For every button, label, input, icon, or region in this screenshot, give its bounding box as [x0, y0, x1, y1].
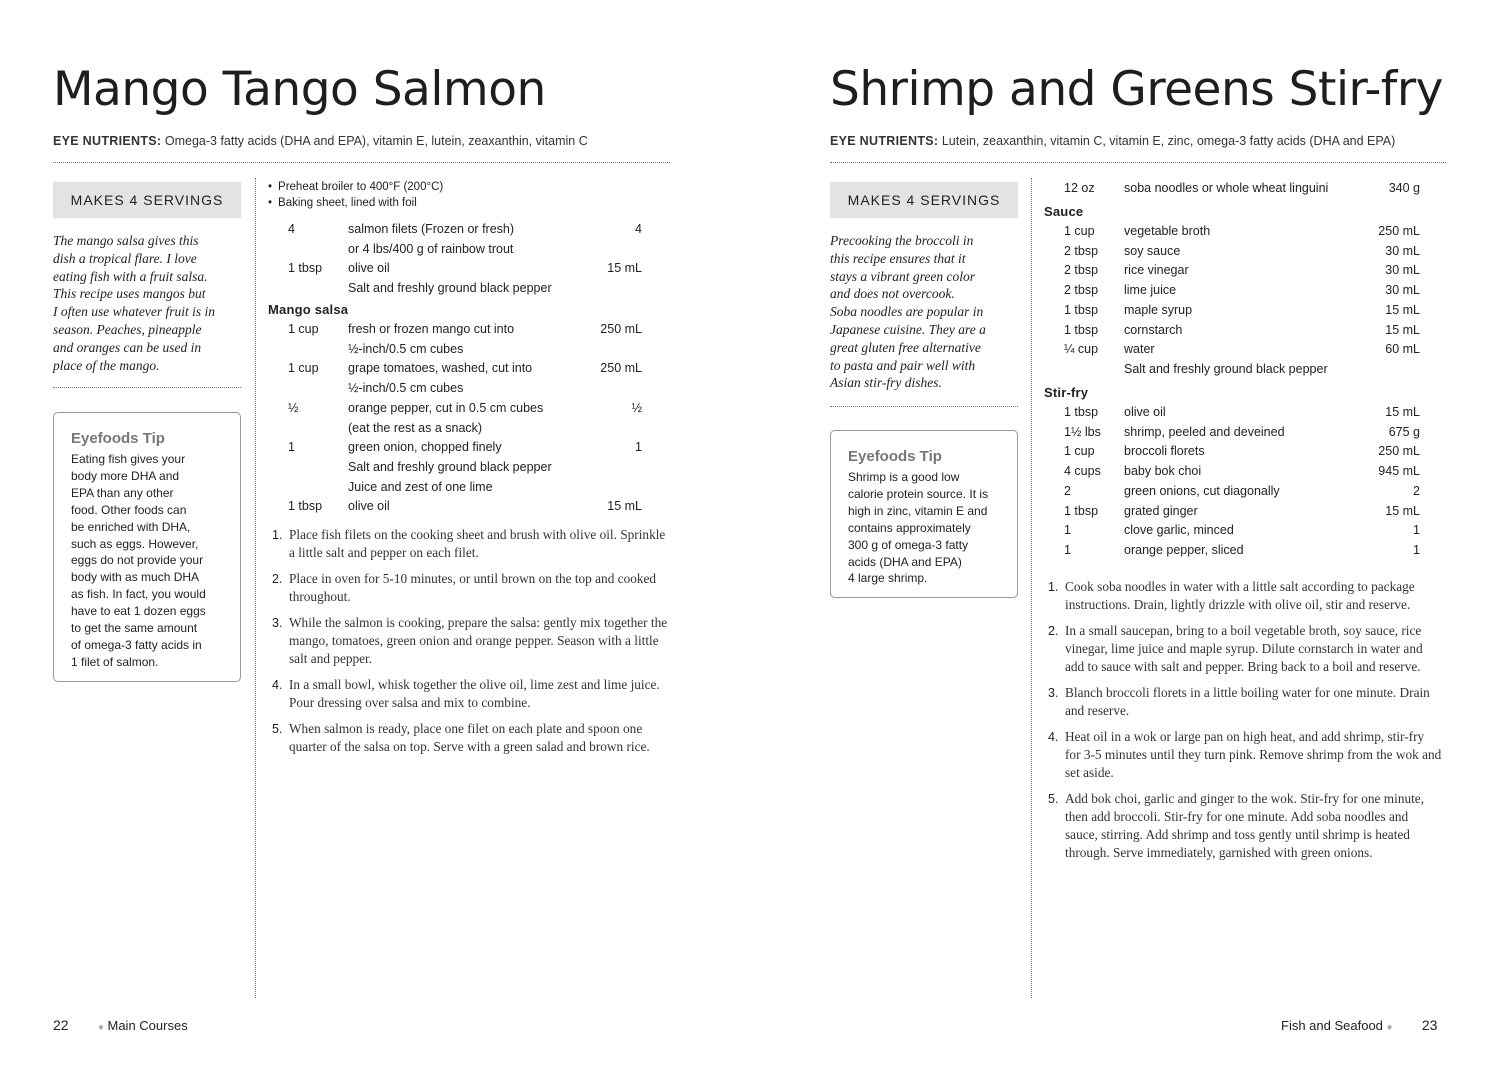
ingredient-metric: ½: [631, 400, 642, 415]
ingredient-metric: 15 mL: [607, 499, 642, 514]
text-line: Soba noodles are popular in: [830, 304, 984, 320]
ingredient-name: olive oil: [348, 499, 390, 514]
text-line: great gluten free alternative: [830, 339, 981, 355]
text-line: calorie protein source. It is: [848, 486, 989, 501]
step-number: 5.: [1048, 792, 1059, 806]
ingredient-name: ½-inch/0.5 cm cubes: [348, 341, 464, 356]
text-line: dish a tropical flare. I love: [53, 250, 197, 266]
text-line: such as eggs. However,: [71, 536, 199, 551]
ingredient-name: broccoli florets: [1124, 444, 1205, 459]
ingredient-quantity: 2 tbsp: [1064, 283, 1099, 298]
recipe-title: Shrimp and Greens Stir-fry: [830, 62, 1443, 117]
ingredient-quantity: 1 tbsp: [1064, 322, 1099, 337]
step-text: Place fish filets on the cooking sheet and brush with olive oil. Sprinkle a little salt and pepper on each filet.: [289, 527, 666, 560]
tip-body: [848, 469, 988, 587]
step-text: Cook soba noodles in water with a little salt according to package instructions. Drain, lightly drizzle with olive oil, stir and reserve.: [1065, 579, 1415, 612]
step-text: While the salmon is cooking, prepare the salsa: gently mix together the mango, tomatoes, green onion and orange pepper. Season with a little salt and pepper.: [289, 615, 668, 666]
method-step: [1048, 728, 1442, 782]
ingredient-metric: 250 mL: [1378, 444, 1420, 459]
eye-nutrients-list: Lutein, zeaxanthin, vitamin C, vitamin E, zinc, omega-3 fatty acids (DHA and EPA): [941, 134, 1396, 148]
eye-nutrients-label: EYE NUTRIENTS:: [830, 134, 939, 148]
tip-box: [830, 430, 1018, 598]
right-page: [750, 0, 1500, 1071]
ingredient-name: ½-inch/0.5 cm cubes: [348, 381, 464, 396]
section-heading-mango-salsa: Mango salsa: [268, 302, 349, 317]
ingredient-metric: 250 mL: [600, 322, 642, 336]
ingredient-metric: 30 mL: [1385, 283, 1420, 298]
ingredient-metric: 1: [1413, 523, 1420, 538]
text-line: high in zinc, vitamin E and: [848, 503, 988, 518]
text-line: and oranges can be used in: [53, 339, 202, 355]
step-number: 3.: [272, 616, 283, 630]
ingredient-metric: 15 mL: [607, 261, 642, 276]
text-line: I often use whatever fruit is in: [53, 304, 215, 320]
method-step: [1048, 622, 1442, 676]
divider: [53, 387, 241, 388]
ingredient-name: vegetable broth: [1124, 224, 1211, 238]
step-text: Heat oil in a wok or large pan on high heat, and add shrimp, stir-fry for 3-5 minutes until they turn pink. Remove shrimp from the wok and set aside.: [1065, 729, 1442, 780]
text-line: Precooking the broccoli in: [830, 233, 974, 248]
method-step: [272, 676, 670, 712]
section-heading-stir-fry: Stir-fry: [1044, 385, 1089, 400]
ingredient-quantity: 1: [1064, 542, 1071, 557]
text-line: food. Other foods can: [71, 502, 187, 517]
section-heading-sauce: Sauce: [1044, 204, 1084, 219]
method-step: [1048, 684, 1442, 720]
divider: [830, 162, 1446, 163]
ingredient-name: soy sauce: [1124, 243, 1181, 258]
page-number: 22: [53, 1017, 69, 1033]
text-line: eggs do not provide your: [71, 553, 204, 568]
text-line: as fish. In fact, you would: [71, 587, 206, 602]
ingredient-name: fresh or frozen mango cut into: [348, 322, 515, 336]
tip-body: [71, 451, 206, 671]
ingredient-name: or 4 lbs/400 g of rainbow trout: [348, 241, 514, 256]
text-line: to pasta and pair well with: [830, 357, 976, 373]
text-line: 4 large shrimp.: [848, 571, 928, 586]
method-step: [272, 720, 670, 756]
step-text: Blanch broccoli florets in a little boiling water for one minute. Drain and reserve.: [1065, 685, 1430, 718]
column-divider: [1031, 178, 1032, 998]
text-line: place of the mango.: [53, 357, 160, 373]
prep-item: • Baking sheet, lined with foil: [268, 196, 443, 212]
eye-nutrients-label: EYE NUTRIENTS:: [53, 134, 162, 148]
step-number: 5.: [272, 722, 283, 736]
bullet-icon: ●: [1386, 1022, 1393, 1033]
text-line: be enriched with DHA,: [71, 519, 191, 534]
step-number: 2.: [272, 572, 283, 586]
recipe-title: Mango Tango Salmon: [53, 62, 546, 117]
eye-nutrients: [53, 134, 588, 148]
ingredient-name: grape tomatoes, washed, cut into: [348, 361, 533, 376]
text-line: The mango salsa gives this: [53, 233, 199, 248]
ingredient-quantity: 1½ lbs: [1064, 424, 1101, 439]
text-line: and does not overcook.: [830, 286, 955, 302]
text-line: 1 filet of salmon.: [71, 654, 159, 669]
ingredient-metric: 945 mL: [1378, 464, 1420, 479]
ingredient-name: olive oil: [348, 261, 390, 276]
ingredient-quantity: 1 cup: [288, 322, 319, 336]
ingredient-name: Juice and zest of one lime: [348, 479, 493, 494]
method-step: [272, 526, 670, 562]
eye-nutrients: [830, 134, 1395, 148]
ingredient-name: soba noodles or whole wheat linguini: [1124, 181, 1329, 195]
text-line: Japanese cuisine. They are a: [830, 321, 986, 337]
ingredient-metric: 15 mL: [1385, 405, 1420, 419]
ingredient-quantity: 1 tbsp: [1064, 302, 1099, 317]
ingredient-metric: 15 mL: [1385, 503, 1420, 518]
text-line: contains approximately: [848, 520, 971, 535]
ingredient-quantity: 1: [288, 440, 295, 455]
step-text: In a small saucepan, bring to a boil vegetable broth, soy sauce, rice vinegar, lime juice and maple syrup. Dilute cornstarch in water and add to sauce with salt and pepper. Bring back to a boil and reserve.: [1065, 623, 1423, 674]
step-number: 1.: [272, 528, 283, 542]
text-line: have to eat 1 dozen eggs: [71, 604, 206, 619]
method-step: [1048, 790, 1442, 862]
ingredient-name: (eat the rest as a snack): [348, 420, 483, 435]
method-step: [272, 614, 670, 668]
ingredient-metric: 30 mL: [1385, 263, 1420, 278]
ingredient-metric: 4: [635, 222, 642, 236]
prep-item: • Preheat broiler to 400°F (200°C): [268, 180, 443, 196]
ingredient-metric: 60 mL: [1385, 342, 1420, 357]
page-footer: [1281, 1017, 1437, 1033]
text-line: acids (DHA and EPA): [848, 554, 962, 569]
step-number: 1.: [1048, 580, 1059, 594]
text-line: Eating fish gives your: [71, 452, 186, 466]
bullet-icon: ●: [97, 1022, 104, 1033]
servings-badge: MAKES 4 SERVINGS: [53, 182, 241, 218]
text-line: body more DHA and: [71, 468, 180, 483]
ingredient-name: rice vinegar: [1124, 263, 1189, 278]
ingredient-quantity: 2 tbsp: [1064, 263, 1099, 278]
ingredient-metric: 340 g: [1388, 181, 1420, 195]
page-footer: [53, 1017, 188, 1033]
text-line: this recipe ensures that it: [830, 250, 966, 266]
divider: [53, 162, 670, 163]
ingredient-quantity: 2 tbsp: [1064, 243, 1099, 258]
ingredient-name: green onions, cut diagonally: [1124, 483, 1280, 498]
text-line: Shrimp is a good low: [848, 470, 960, 484]
method-steps: [1048, 578, 1442, 870]
text-line: This recipe uses mangos but: [53, 286, 206, 302]
ingredient-name: salmon filets (Frozen or fresh): [348, 222, 515, 236]
ingredient-name: cornstarch: [1124, 322, 1183, 337]
ingredient-name: shrimp, peeled and deveined: [1124, 424, 1285, 439]
ingredient-metric: 1: [635, 440, 642, 455]
ingredient-quantity: 1 tbsp: [288, 261, 323, 276]
ingredient-quantity: 1 tbsp: [1064, 405, 1099, 419]
text-line: to get the same amount: [71, 621, 198, 636]
ingredient-name: clove garlic, minced: [1124, 523, 1234, 538]
tip-title: Eyefoods Tip: [848, 448, 942, 465]
step-number: 3.: [1048, 686, 1059, 700]
text-line: of omega-3 fatty acids in: [71, 637, 202, 652]
ingredient-name: orange pepper, cut in 0.5 cm cubes: [348, 400, 544, 415]
ingredient-name: Salt and freshly ground black pepper: [348, 281, 552, 296]
ingredient-name: baby bok choi: [1124, 464, 1202, 479]
text-line: season. Peaches, pineapple: [53, 321, 202, 337]
page-number: 23: [1421, 1017, 1438, 1033]
ingredient-quantity: 1 cup: [288, 361, 319, 376]
ingredient-quantity: 1 tbsp: [288, 499, 323, 514]
ingredient-quantity: ½: [288, 400, 299, 415]
section-name: Fish and Seafood: [1281, 1018, 1383, 1033]
ingredient-quantity: 1 tbsp: [1064, 503, 1099, 518]
divider: [830, 406, 1018, 407]
eye-nutrients-list: Omega-3 fatty acids (DHA and EPA), vitamin E, lutein, zeaxanthin, vitamin C: [164, 134, 588, 148]
ingredient-quantity: 4: [288, 222, 295, 236]
text-line: 300 g of omega-3 fatty: [848, 537, 969, 552]
ingredient-quantity: 1 cup: [1064, 224, 1095, 238]
ingredient-quantity: ¼ cup: [1064, 342, 1099, 357]
text-line: Asian stir-fry dishes.: [830, 375, 942, 391]
ingredient-metric: 2: [1413, 483, 1420, 498]
ingredient-metric: 30 mL: [1385, 243, 1420, 258]
column-divider: [255, 178, 256, 998]
step-text: In a small bowl, whisk together the olive oil, lime zest and lime juice. Pour dressing over salsa and mix to combine.: [289, 677, 660, 710]
text-line: body with as much DHA: [71, 570, 200, 585]
ingredient-quantity: 12 oz: [1064, 181, 1095, 195]
ingredient-name: Salt and freshly ground black pepper: [1124, 361, 1328, 376]
ingredient-metric: 15 mL: [1385, 302, 1420, 317]
ingredient-name: Salt and freshly ground black pepper: [348, 459, 552, 474]
recipe-intro: [53, 232, 248, 374]
prep-list: [268, 180, 443, 211]
ingredient-quantity: 2: [1064, 483, 1071, 498]
tip-title: Eyefoods Tip: [71, 430, 165, 447]
ingredient-name: orange pepper, sliced: [1124, 542, 1244, 557]
step-text: When salmon is ready, place one filet on each plate and spoon one quarter of the salsa on top. Serve with a green salad and brown rice.: [289, 721, 650, 754]
ingredient-name: grated ginger: [1124, 503, 1198, 518]
ingredient-name: water: [1124, 342, 1155, 357]
ingredient-name: maple syrup: [1124, 302, 1193, 317]
ingredient-metric: 1: [1413, 542, 1420, 557]
ingredient-name: olive oil: [1124, 405, 1166, 419]
step-number: 4.: [272, 678, 283, 692]
step-number: 4.: [1048, 730, 1059, 744]
recipe-intro: [830, 232, 1025, 392]
text-line: stays a vibrant green color: [830, 268, 975, 284]
ingredient-metric: 250 mL: [1378, 224, 1420, 238]
servings-badge: MAKES 4 SERVINGS: [830, 182, 1018, 218]
tip-box: [53, 412, 241, 682]
step-text: Place in oven for 5-10 minutes, or until brown on the top and cooked throughout.: [289, 571, 657, 604]
ingredient-quantity: 1 cup: [1064, 444, 1095, 459]
method-step: [272, 570, 670, 606]
ingredient-name: green onion, chopped finely: [348, 440, 502, 455]
ingredient-quantity: 1: [1064, 523, 1071, 538]
step-text: Add bok choi, garlic and ginger to the wok. Stir-fry for one minute, then add broccoli. Stir-fry for one minute. Add soba noodles and sauce, stirring. Add shrimp and toss gently until shrimp is heated through. Serve immediately, garnished with green onions.: [1065, 791, 1425, 860]
ingredient-metric: 250 mL: [600, 361, 642, 376]
text-line: EPA than any other: [71, 485, 174, 500]
ingredient-metric: 15 mL: [1385, 322, 1420, 337]
step-number: 2.: [1048, 624, 1059, 638]
method-steps: [272, 526, 670, 764]
ingredient-name: lime juice: [1124, 283, 1177, 298]
method-step: [1048, 578, 1442, 614]
text-line: eating fish with a fruit salsa.: [53, 268, 208, 284]
ingredient-quantity: 4 cups: [1064, 464, 1101, 479]
section-name: Main Courses: [107, 1018, 188, 1033]
ingredient-metric: 675 g: [1388, 424, 1420, 439]
